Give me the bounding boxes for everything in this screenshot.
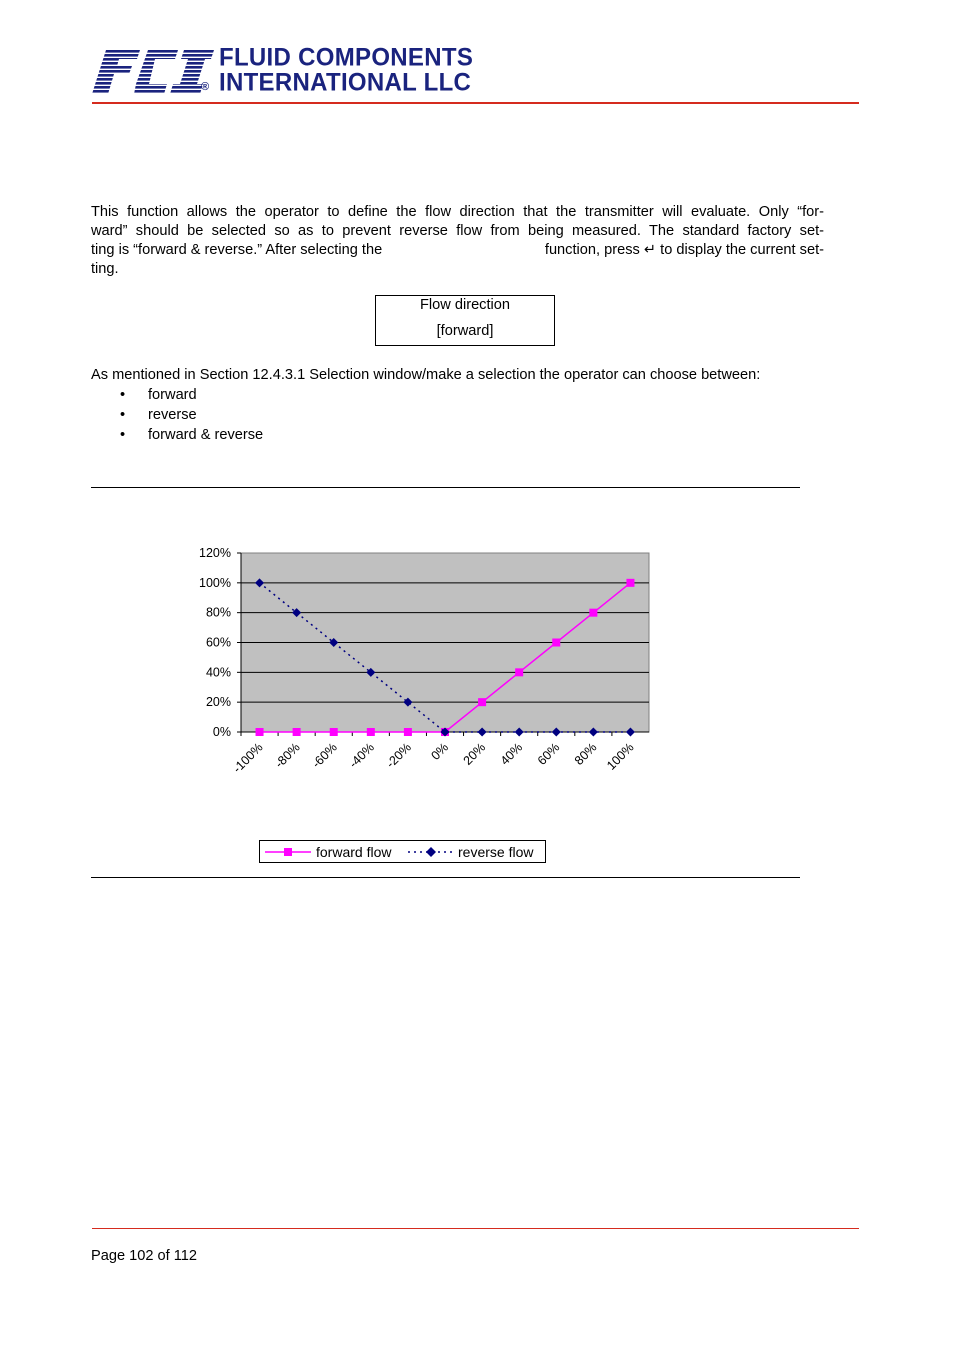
fci-logo-mark-icon	[92, 46, 214, 98]
legend-reverse-label: reverse flow	[458, 844, 534, 860]
figure-bottom-divider	[91, 877, 800, 878]
description-paragraph	[91, 203, 824, 279]
forward-flow-point	[478, 698, 486, 706]
bullet-icon: •	[120, 387, 126, 403]
x-tick-label: -100%	[230, 740, 266, 776]
y-tick-label: 80%	[205, 605, 231, 620]
forward-flow-point	[367, 728, 375, 736]
y-tick-label: 60%	[205, 635, 231, 650]
forward-flow-point	[626, 579, 634, 587]
legend-forward-label: forward flow	[316, 844, 392, 860]
x-tick-label: 60%	[534, 740, 563, 768]
paragraph-line-3	[91, 241, 824, 260]
y-tick-label: 20%	[205, 695, 231, 710]
list-item	[118, 425, 263, 445]
y-tick-label: 0%	[212, 725, 231, 739]
x-tick-label: 20%	[460, 740, 489, 768]
figure-top-divider	[91, 487, 800, 488]
page-number: Page 102 of 112	[91, 1248, 198, 1264]
list-item	[118, 385, 263, 405]
x-tick-label: -60%	[309, 740, 340, 771]
options-intro: As mentioned in Section 12.4.3.1 Selection window/make a selection the operator can choose between:	[91, 367, 761, 383]
bullet-icon: •	[120, 427, 126, 443]
option-forward: forward	[148, 387, 197, 403]
forward-flow-point	[293, 728, 301, 736]
header-divider	[92, 102, 859, 104]
forward-flow-point	[552, 639, 560, 647]
logo-company-line1: FLUID COMPONENTS	[219, 43, 474, 72]
x-tick-label: 0%	[428, 740, 452, 763]
paragraph-line-4: ting.	[91, 261, 119, 277]
y-tick-label: 120%	[199, 546, 231, 560]
forward-flow-point	[589, 609, 597, 617]
logo-company-line2: INTERNATIONAL LLC	[219, 68, 472, 97]
forward-flow-point	[256, 728, 264, 736]
logo-registered-mark: ®	[201, 81, 210, 93]
company-logo	[92, 44, 492, 100]
paragraph-line-2: ward” should be selected so as to prevent reverse flow from being measured. The standard factory set-	[91, 223, 824, 239]
x-tick-label: -20%	[383, 740, 415, 771]
x-tick-label: -80%	[272, 740, 303, 771]
x-tick-label: 40%	[497, 740, 526, 768]
footer-divider	[92, 1228, 859, 1229]
paragraph-line-3-end: function, press ↵ to display the current set-	[544, 242, 824, 258]
dialog-title: Flow direction	[419, 297, 511, 313]
list-item	[118, 405, 263, 425]
x-tick-label: -40%	[346, 740, 377, 771]
flow-direction-chart	[180, 540, 660, 790]
chart-legend	[259, 840, 546, 863]
bullet-icon: •	[120, 407, 126, 423]
dialog-value: [forward]	[436, 323, 494, 339]
y-tick-label: 40%	[205, 665, 231, 680]
x-tick-label: 80%	[571, 740, 600, 768]
y-tick-label: 100%	[199, 575, 231, 590]
forward-flow-point	[515, 668, 523, 676]
paragraph-line-1: This function allows the operator to define the flow direction that the transmitter will evaluate. Only “for-	[91, 204, 824, 220]
display-dialog	[375, 295, 555, 346]
reverse-flow-legend-icon	[406, 842, 456, 862]
option-forward-reverse: forward & reverse	[148, 427, 264, 443]
option-reverse: reverse	[148, 407, 197, 423]
paragraph-line-3-start: ting is “forward & reverse.” After selecting the	[91, 242, 383, 258]
forward-flow-point	[404, 728, 412, 736]
forward-flow-legend-icon	[263, 842, 313, 862]
forward-flow-point	[330, 728, 338, 736]
options-list	[118, 385, 263, 445]
x-tick-label: 100%	[604, 740, 637, 773]
